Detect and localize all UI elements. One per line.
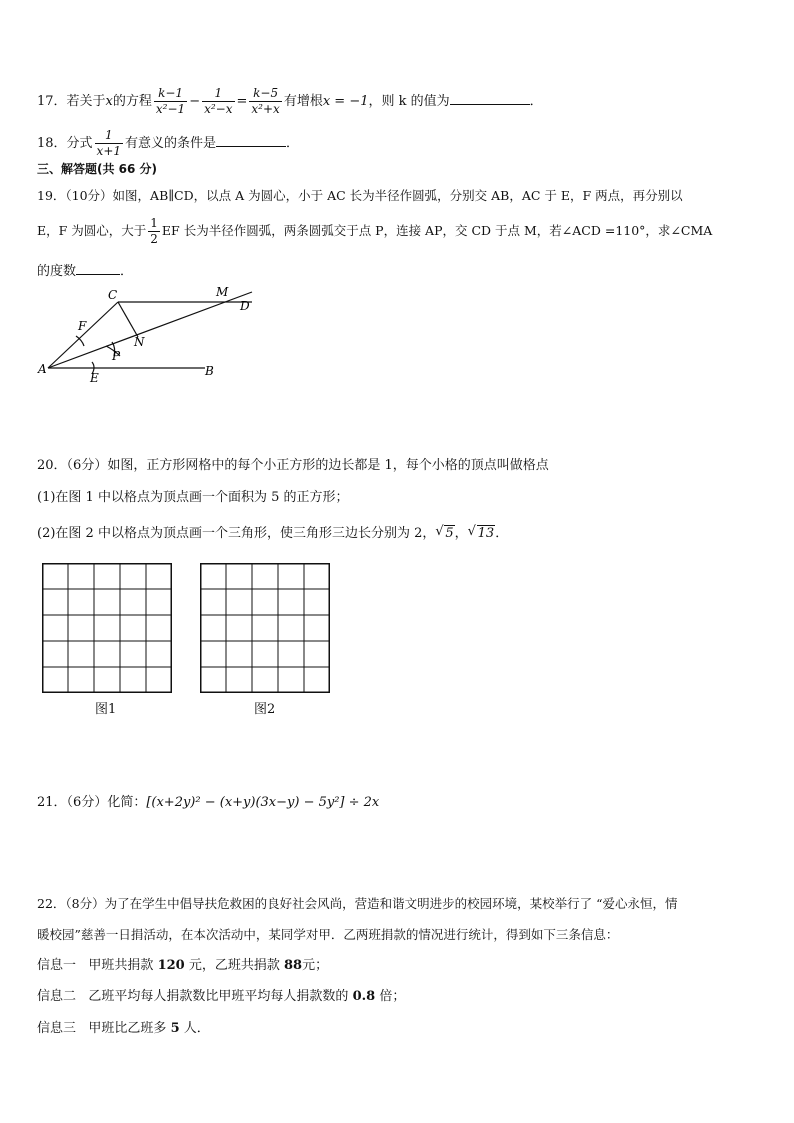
label-M: M [216, 285, 229, 299]
q20-line2: (1)在图 1 中以格点为顶点画一个面积为 5 的正方形； [37, 490, 349, 505]
label-B: B [205, 364, 214, 378]
q21-expression: [(x+2y)² − (x+y)(3x−y) − 5y²] ÷ 2x [146, 795, 380, 810]
q22-info3 [37, 1020, 210, 1038]
figure-2-caption: 图2 [254, 702, 276, 717]
segment-AC [48, 302, 118, 368]
q17-fraction-1: $\frac{k-1}{\text{x²−1}}$ [155, 86, 186, 116]
sqrt-5: √ 5 [435, 524, 454, 541]
q17-answer-blank[interactable] [450, 90, 530, 105]
info2-value: 0.8 [352, 989, 376, 1004]
figure-1-caption: 图1 [95, 702, 117, 717]
q17-text3: ，则 k 的值为 [368, 94, 450, 109]
q19-line2-a: E，F 为圆心，大于 [37, 223, 147, 238]
q17-minus: − [189, 94, 201, 109]
q18-prefix: 18．分式 [37, 136, 93, 151]
info3-value: 5 [170, 1021, 180, 1036]
q19-end: ． [120, 264, 134, 279]
q19-line3-text: 的度数 [37, 264, 77, 279]
grid-figure-2[interactable] [200, 563, 330, 693]
q20-comma: ， [454, 526, 468, 541]
q17-end: ． [529, 94, 543, 109]
info3-text-a: 甲班比乙班多 [88, 1021, 171, 1036]
label-C: C [108, 288, 118, 302]
q19-geometry-figure [30, 282, 270, 392]
q22-line1: 22．（8分）为了在学生中倡导扶危救困的良好社会风尚，营造和谐文明进步的校园环境，某校举行了 “爱心永恒，情 [37, 896, 678, 911]
q18-text: 有意义的条件是 [125, 136, 217, 151]
q18-end: ． [286, 136, 300, 151]
q22-info1 [37, 957, 328, 975]
info1-text-c: 元； [302, 958, 329, 973]
info3-text-b: 人． [179, 1021, 210, 1036]
q17-prefix: 17．若关于 [37, 94, 106, 109]
sqrt-13: √ 13 [467, 524, 495, 541]
q19-half-fraction: $\frac{1}{2}$ [150, 216, 158, 246]
q19-answer-blank[interactable] [76, 260, 120, 275]
q17-fraction-2: $\frac{1}{\text{x²−x}}$ [204, 86, 233, 116]
q22-info2 [37, 988, 405, 1006]
q19-line3 [37, 260, 133, 281]
q19-line2-b: EF 长为半径作圆弧，两条圆弧交于点 P，连接 AP，交 CD 于点 M，若∠ACD =110°，求∠CMA [161, 223, 713, 238]
info2-label: 信息二 [37, 989, 77, 1004]
q20-line1: 20．（6分）如图，正方形网格中的每个小正方形的边长都是 1，每个小格的顶点叫做格点 [37, 458, 549, 473]
info1-value-2: 88 [283, 958, 303, 973]
q17-root: x = −1 [322, 94, 369, 109]
q17-text2: 有增根 [283, 94, 323, 109]
q21-prefix: 21．（6分）化简： [37, 795, 147, 810]
q22-line2: 暖校园”慈善一日捐活动，在本次活动中，某同学对甲．乙两班捐款的情况进行统计，得到如下三条信息： [37, 927, 619, 942]
q20-end: ． [495, 526, 509, 541]
q19-line2 [37, 216, 712, 247]
grid-figure-1[interactable] [42, 563, 172, 693]
info1-label: 信息一 [37, 958, 77, 973]
info2-text-b: 倍； [375, 989, 406, 1004]
q17-text1: 的方程 [112, 94, 152, 109]
q20-line3 [37, 525, 508, 543]
info1-text-b: 元，乙班共捐款 [184, 958, 284, 973]
info1-value-1: 120 [157, 958, 185, 973]
q20-line3-a: (2)在图 2 中以格点为顶点画一个三角形，使三角形三边长分别为 2， [37, 526, 436, 541]
q18-answer-blank[interactable] [216, 132, 286, 147]
q17-var-x: x [105, 94, 113, 109]
label-A: A [38, 362, 47, 376]
q17-equals: = [236, 94, 248, 109]
section-3-heading: 三、解答题(共 66 分) [37, 162, 158, 176]
q18-fraction: $\frac{1}{x+1}$ [96, 128, 122, 158]
q17-line [37, 86, 543, 117]
label-F: F [78, 319, 87, 333]
q21-line [37, 794, 379, 812]
segment-CN [118, 302, 138, 337]
q18-line [37, 128, 299, 159]
info3-label: 信息三 [37, 1021, 77, 1036]
q17-fraction-3: $\frac{k-5}{\text{x²+x}}$ [251, 86, 280, 116]
info2-text-a: 乙班平均每人捐款数比甲班平均每人捐款数的 [88, 989, 353, 1004]
label-N: N [134, 335, 145, 349]
label-E: E [90, 371, 99, 385]
info1-text-a: 甲班共捐款 [88, 958, 158, 973]
q19-line1: 19．（10分）如图，AB∥CD，以点 A 为圆心，小于 AC 长为半径作圆弧，分别交 AB，AC 于 E，F 两点，再分别以 [37, 188, 683, 203]
label-P: P [112, 349, 121, 363]
label-D: D [240, 299, 250, 313]
